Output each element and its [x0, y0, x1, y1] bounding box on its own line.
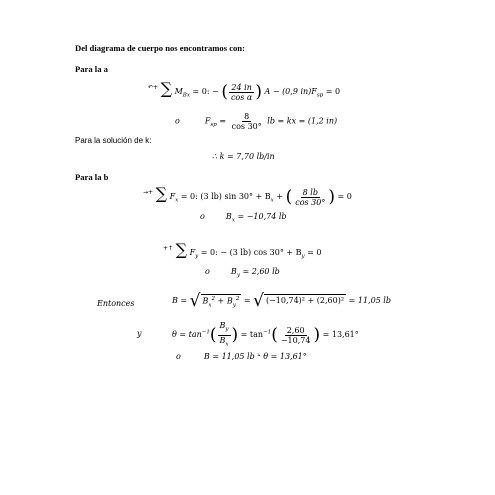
- part-b-sum-fx-equation: →+ ∑ $F_x = 0$: (3 lb) $\sin 30^\circ + B_x$ + ( $\frac{8 lb}{\cos 30^\circ}$ ) = 0: [143, 184, 352, 207]
- sigma-symbol: ∑: [175, 240, 188, 259]
- fraction-by-bx: $\frac{B_y}{B_x}$: [219, 321, 229, 348]
- part-b-label: Para la b: [75, 172, 109, 182]
- y-label: y: [137, 329, 142, 338]
- part-a-moment-equation: ↶+ ∑ $M_{Bx} = 0$: − ( $\frac{24 in}{\text{cos α}}$ ) A − (0,9 $in)F_{sp} = 0$: [148, 79, 341, 102]
- part-b-sum-fy-equation: +↑ ∑ $F_y = 0$: − (3 lb) $\cos 30^\circ + B_y = 0$: [163, 240, 322, 260]
- sigma-symbol: ∑: [160, 79, 173, 98]
- entonces-label: Entonces: [97, 299, 135, 308]
- magnitude-equation: B = √ $B_x^2 + B_y^2$ = √ (−10,74)² + (2,60)² = 11,05 lb: [172, 291, 391, 312]
- sigma-symbol: ∑: [155, 184, 168, 203]
- counterclockwise-moment-icon: ↶+: [148, 84, 159, 91]
- theta-equation: $\theta = \tan^{-1}$( $\frac{B_y}{B_x}$ ) = $\tan^{-1}$( $\frac{2,60}{-10,74}$ ) = 13,61°: [172, 321, 359, 348]
- part-a-spring-force-equation: o $F_{sp}$ = $\frac{8}{\cos 30^\circ}$ lb = kx = (1,2 in): [175, 112, 338, 131]
- sqrt-bx2-by2: √ $B_x^2 + B_y^2$: [189, 291, 240, 311]
- k-result: ∴ k = 7,70 lb/in: [212, 152, 275, 161]
- heading: Del diagrama de cuerpo nos encontramos con:: [75, 43, 245, 53]
- solution-label: Para la solución de k:: [75, 136, 152, 145]
- by-result: o $B_y = 2,60$ lb: [205, 267, 280, 279]
- bx-result: o $B_x = -10,74$ lb: [200, 212, 287, 224]
- fraction-8lb-cos30: $\frac{8 lb}{\cos 30^\circ}$: [295, 187, 326, 207]
- sqrt-numeric: √ (−10,74)² + (2,60)²: [253, 291, 345, 312]
- fraction-24in-cos-alpha: $\frac{24 in}{\text{cos α}}$: [230, 82, 253, 102]
- part-a-label: Para la a: [75, 64, 108, 74]
- final-result: o B = 11,05 lb ⦣ θ = 13,61°: [176, 351, 307, 361]
- up-arrow-plus-icon: +↑: [163, 245, 174, 252]
- right-arrow-plus-icon: →+: [143, 189, 154, 196]
- angle-arrow-icon: ⦣: [257, 351, 261, 358]
- fraction-260-1074: $\frac{2,60}{-10,74}$: [280, 325, 311, 345]
- fraction-8-cos30: $\frac{8}{\cos 30^\circ}$: [231, 112, 262, 131]
